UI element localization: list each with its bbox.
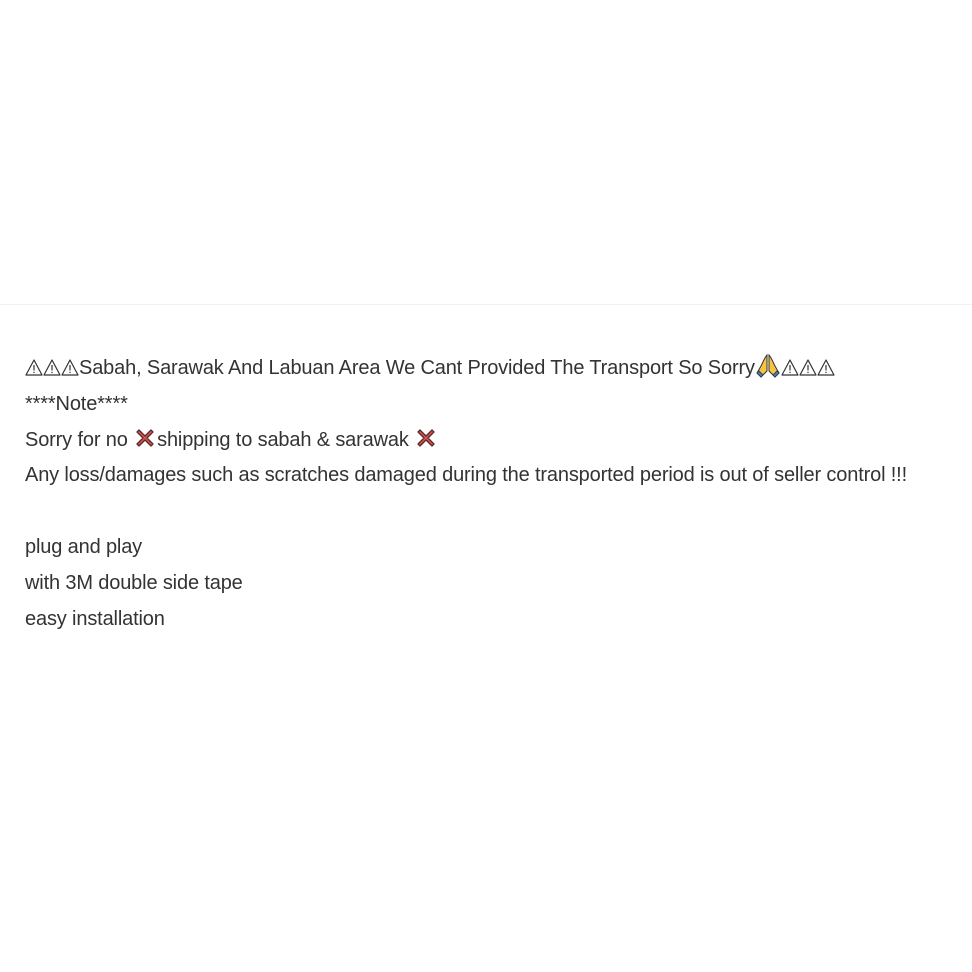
warning-icon xyxy=(781,359,799,376)
section-divider xyxy=(0,304,972,305)
warning-icon xyxy=(25,359,43,376)
folded-hands-icon xyxy=(755,353,781,379)
warning-icon xyxy=(61,359,79,376)
product-description xyxy=(25,351,972,637)
cross-mark-icon xyxy=(414,426,438,450)
warning-icon xyxy=(799,359,817,376)
blank-line xyxy=(25,494,972,530)
no-shipping-text-start: Sorry for no xyxy=(25,428,134,451)
warning-icon xyxy=(817,359,835,376)
no-shipping-text-end: shipping to sabah & sarawak xyxy=(157,428,415,451)
feature-item: with 3M double side tape xyxy=(25,571,243,594)
cross-mark-icon xyxy=(133,426,157,450)
no-shipping-line xyxy=(25,423,972,459)
feature-item: plug and play xyxy=(25,535,143,558)
warning-icon xyxy=(43,359,61,376)
liability-disclaimer: Any loss/damages such as scratches damaged during the transported period is out of seller control !!! xyxy=(25,464,907,487)
shipping-warning-text: Sabah, Sarawak And Labuan Area We Cant Provided The Transport So Sorry xyxy=(79,357,755,379)
note-heading: ****Note**** xyxy=(25,392,128,415)
shipping-warning-line xyxy=(25,351,972,387)
feature-item: easy installation xyxy=(25,607,165,630)
